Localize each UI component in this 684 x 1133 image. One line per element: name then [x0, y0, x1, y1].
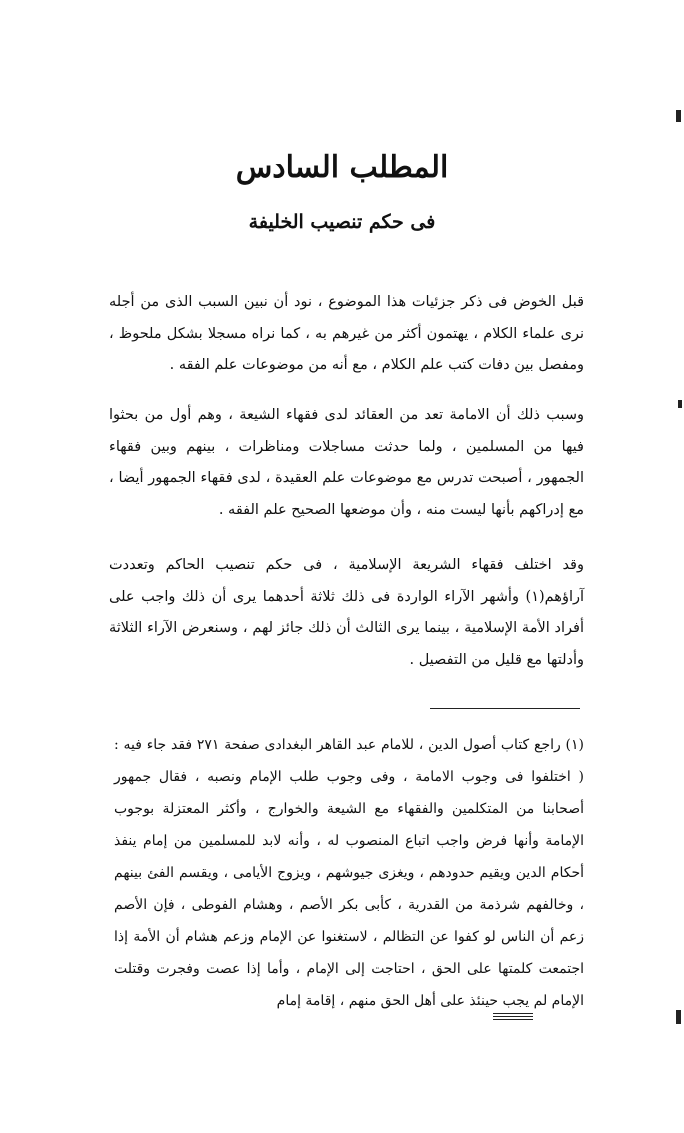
paragraph-3: وقد اختلف فقهاء الشريعة الإسلامية ، فى حكم تنصيب الحاكم وتعددت آراؤهم(١) وأشهر الآراء الواردة فى ذلك ثلاثة أحدهما يرى أن ذلك واجب على أفراد الأمة الإسلامية ، بينما يرى الثالث أن ذلك جائز لهم ، وسنعرض الآراء الثلاثة وأدلتها مع قليل من التفصيل .: [109, 557, 584, 668]
page-subtitle: فى حكم تنصيب الخليفة: [248, 211, 436, 233]
footnote-separator: [430, 708, 580, 709]
page-title: المطلب السادس: [235, 150, 449, 185]
scan-mark-top: [676, 110, 681, 122]
paragraph-1: قبل الخوض فى ذكر جزئيات هذا الموضوع ، نود أن نبين السبب الذى من أجله نرى علماء الكلام ، يهتمون أكثر من غيرهم به ، كما نراه مسجلا بشكل ملحوظ ، ومفصل بين دفات كتب علم الكلام ، مع أنه من موضوعات علم الفقه .: [109, 294, 584, 373]
scan-mark-bottom: [676, 1010, 681, 1024]
paragraph-2: وسبب ذلك أن الامامة تعد من العقائد لدى فقهاء الشيعة ، وهم أول من بحثوا فيها من المسلمين ، ولما حدثت مساجلات ومناظرات ، بينهم وبين فقهاء الجمهور ، أصبحت تدرس مع موضوعات علم العقيدة ، لدى فقهاء الجمهور أيضا ، مع إدراكهم بأنها ليست منه ، وأن موضعها الصحيح علم الفقه .: [109, 407, 584, 518]
scan-mark-middle: [678, 400, 682, 408]
continuation-dash: [493, 1013, 533, 1023]
footnote: (١) راجع كتاب أصول الدين ، للامام عبد القاهر البغدادى صفحة ٢٧١ فقد جاء فيه : ( اختلفوا فى وجوب الامامة ، وفى وجوب طلب الإمام ونصبه ، فقال جمهور أصحابنا من المتكلمين والفقهاء مع الشيعة والخوارج ، وأكثر المعتزلة بوجوب الإمامة وأنها فرض واجب اتباع المنصوب له ، وأنه لابد للمسلمين من إمام ينفذ أحكام الدين ويقيم حدودهم ، ويغزى جيوشهم ، ويزوج الأيامى ، ويقسم الفئ بينهم ، وخالفهم شرذمة من القدرية ، كأبى بكر الأصم ، وهشام الفوطى ، فإن الأصم زعم أن الناس لو كفوا عن التظالم ، لاستغنوا عن الإمام وزعم هشام أن الأمة إذا اجتمعت كلمتها على الحق ، احتاجت إلى الإمام ، وأما إذا عصت وفجرت وقتلت الإمام لم يجب حينئذ على أهل الحق منهم ، إقامة إمام: [114, 737, 584, 1009]
